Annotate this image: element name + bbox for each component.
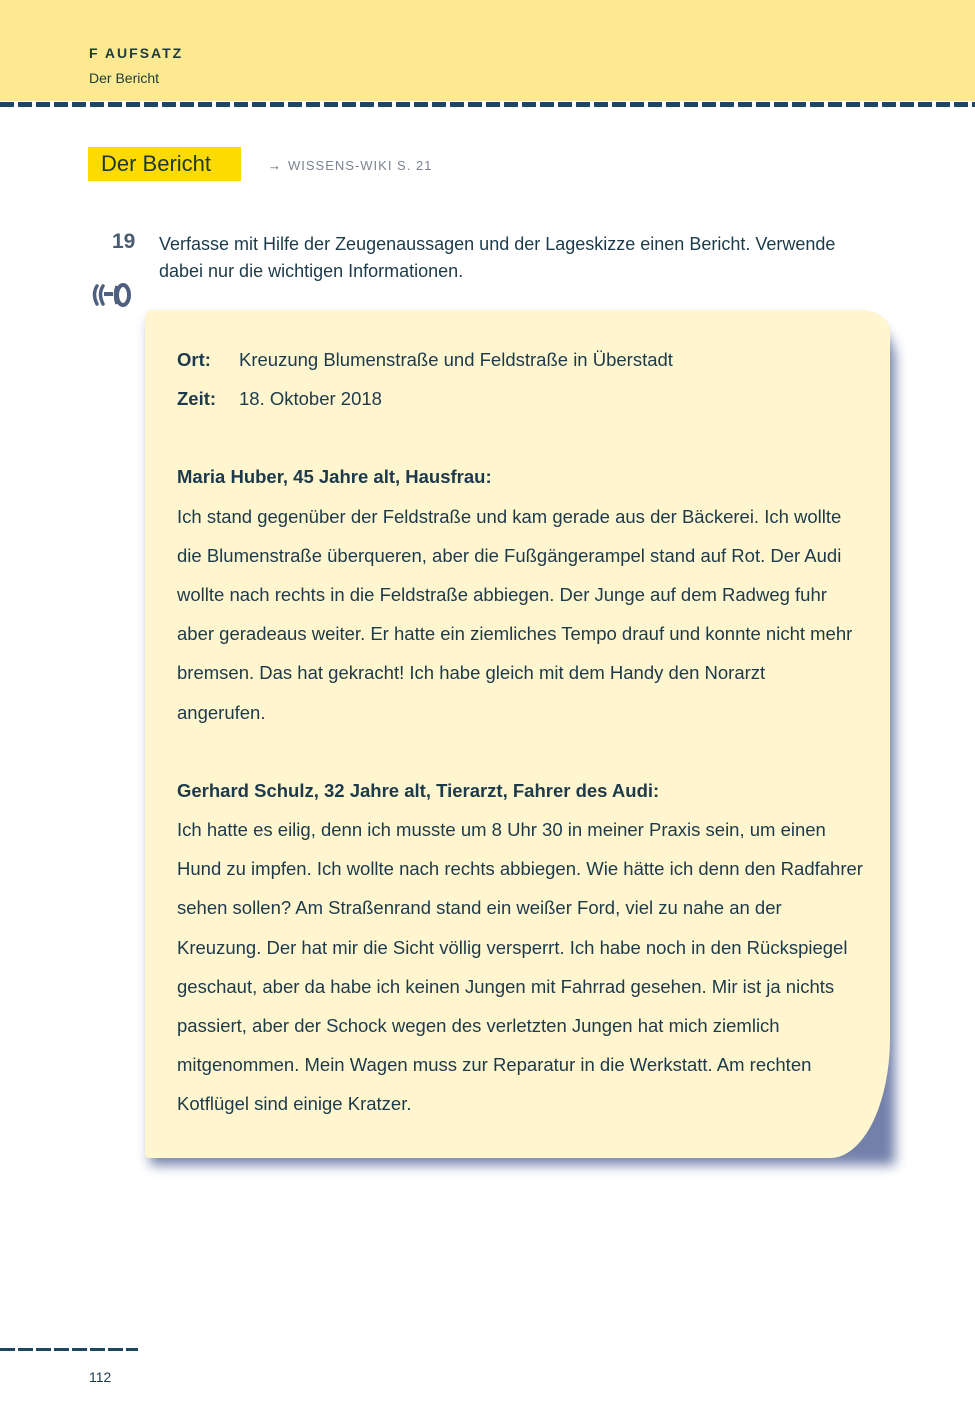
chapter-subtitle: Der Bericht xyxy=(89,70,160,86)
witness-statement: Ich stand gegenüber der Feldstraße und kam gerade aus der Bäckerei. Ich wollte die Blumenstraße überqueren, aber die Fußgängerampel stand auf Rot. Der Audi wollte nach rechts in die Feldstraße abbiegen. Der Junge auf dem Radweg fuhr aber geradeaus weiter. Er hatte ein ziemliches Tempo drauf und konnte nicht mehr bremsen. Das hat gekracht! Ich habe gleich mit dem Handy den Norarzt angerufen. xyxy=(177,505,853,723)
task-number: 19 xyxy=(112,230,136,253)
wiki-reference-text: WISSENS-WIKI S. 21 xyxy=(288,158,433,173)
arrow-right-icon: → xyxy=(268,158,282,173)
witness-statement: Ich hatte es eilig, denn ich musste um 8 Uhr 30 in meiner Praxis sein, um einen Hund zu impfen. Ich wollte nach rechts abbiegen. Wie hätte ich denn den Radfahrer sehen sollen? Am Straßenrand stand ein weißer Ford, viel zu nahe an der Kreuzung. Der hat mir die Sicht völlig versperrt. Ich habe noch in den Rückspiegel geschaut, aber da habe ich keinen Jungen mit Fahrrad gesehen. Mir ist ja nichts passiert, aber der Schock wegen des verletzten Jungen hat mich ziemlich mitgenommen. Mein Wagen muss zur Reparatur in die Werkstatt. Am rechten Kotflügel sind einige Kratzer. xyxy=(177,819,863,1115)
section-title: Der Bericht xyxy=(88,147,241,181)
page-number: 112 xyxy=(89,1369,112,1385)
footer-dashed-divider xyxy=(0,1348,138,1351)
place-value: Kreuzung Blumenstraße und Feldstraße in Überstadt xyxy=(239,349,673,370)
place-row xyxy=(177,340,867,379)
witness-heading: Maria Huber, 45 Jahre alt, Hausfrau: xyxy=(177,466,492,488)
time-value: 18. Oktober 2018 xyxy=(239,388,382,410)
witness-heading: Gerhard Schulz, 32 Jahre alt, Tierarzt, Fahrer des Audi: xyxy=(177,779,660,801)
spacer xyxy=(177,732,867,771)
audio-speaker-icon xyxy=(90,280,134,308)
place-label: Ort: xyxy=(177,349,211,370)
header-dashed-divider xyxy=(0,102,975,107)
spacer xyxy=(177,418,867,457)
note-content xyxy=(177,340,867,1124)
task-instruction: Verfasse mit Hilfe der Zeugenaussagen und der Lageskizze einen Bericht. Verwende dabei nur die wichtigen Informationen. xyxy=(159,234,836,281)
chapter-label: F AUFSATZ xyxy=(89,45,184,61)
time-label: Zeit: xyxy=(177,388,217,410)
wiki-reference-link[interactable] xyxy=(268,158,432,173)
time-row xyxy=(177,379,867,418)
